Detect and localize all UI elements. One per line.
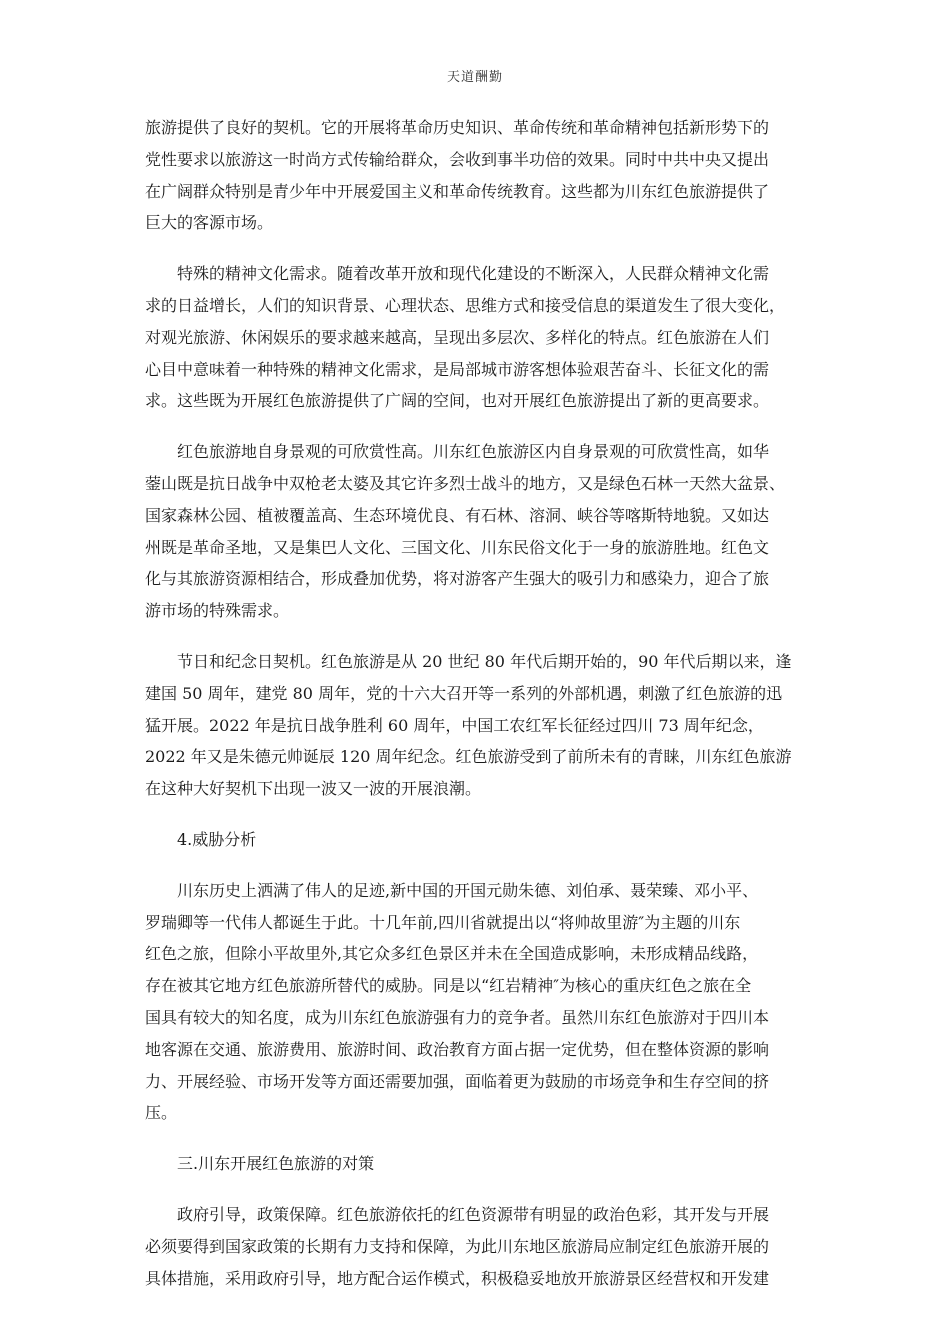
- section-heading: 4.威胁分析: [177, 829, 257, 849]
- text-line: 求。这些既为开展红色旅游提供了广阔的空间，也对开展红色旅游提出了新的更高要求。: [145, 391, 770, 411]
- text-line: 巨大的客源市场。: [145, 213, 274, 233]
- text-line: 国家森林公园、植被覆盖高、生态环境优良、有石林、溶洞、峡谷等喀斯特地貌。又如达: [145, 505, 770, 525]
- text-line: 地客源在交通、旅游费用、旅游时间、政治教育方面占据一定优势，但在整体资源的影响: [145, 1039, 770, 1059]
- text-line: 力、开展经验、市场开发等方面还需要加强，面临着更为鼓励的市场竞争和生存空间的挤: [145, 1071, 770, 1091]
- text-line: 猛开展。2022 年是抗日战争胜利 60 周年，中国工农红军长征经过四川 73 周年纪念，: [145, 715, 764, 735]
- text-line: 节日和纪念日契机。红色旅游是从 20 世纪 80 年代后期开始的，90 年代后期以来，逢: [145, 651, 792, 671]
- text-line: 红色旅游地自身景观的可欣赏性高。川东红色旅游区内自身景观的可欣赏性高，如华: [145, 442, 770, 462]
- text-line: 对观光旅游、休闲娱乐的要求越来越高，呈现出多层次、多样化的特点。红色旅游在人们: [145, 327, 770, 347]
- paragraph: [145, 258, 807, 417]
- text-line: 政府引导，政策保障。红色旅游依托的红色资源带有明显的政治色彩，其开发与开展: [145, 1204, 770, 1224]
- text-line: 旅游提供了良好的契机。它的开展将革命历史知识、革命传统和革命精神包括新形势下的: [145, 118, 770, 137]
- paragraph: [145, 646, 807, 805]
- text-line: 必须要得到国家政策的长期有力支持和保障，为此川东地区旅游局应制定红色旅游开展的: [145, 1236, 770, 1256]
- text-line: 2022 年又是朱德元帅诞辰 120 周年纪念。红色旅游受到了前所未有的青睐，川东红色旅游: [145, 747, 792, 767]
- text-line: 川东历史上洒满了伟人的足迹,新中国的开国元勋朱德、刘伯承、聂荣臻、邓小平、: [145, 880, 759, 900]
- paragraph: [145, 1199, 807, 1294]
- text-line: 在广阔群众特别是青少年中开展爱国主义和革命传统教育。这些都为川东红色旅游提供了: [145, 181, 770, 201]
- text-line: 特殊的精神文化需求。随着改革开放和现代化建设的不断深入，人民群众精神文化需: [145, 264, 770, 284]
- text-line: 建国 50 周年，建党 80 周年，党的十六大召开等一系列的外部机遇，刺激了红色旅游的迅: [145, 683, 783, 703]
- text-line: 红色之旅，但除小平故里外,其它众多红色景区并未在全国造成影响，未形成精品线路，: [145, 944, 759, 964]
- text-line: 在这种大好契机下出现一波又一波的开展浪潮。: [145, 779, 482, 799]
- text-line: 蓥山既是抗日战争中双枪老太婆及其它许多烈士战斗的地方，又是绿色石林一天然大盆景、: [145, 473, 786, 493]
- text-line: 存在被其它地方红色旅游所替代的威胁。同是以“红岩精神″为核心的重庆红色之旅在全: [145, 976, 752, 996]
- text-line: 州既是革命圣地，又是集巴人文化、三国文化、川东民俗文化于一身的旅游胜地。红色文: [145, 537, 770, 557]
- text-line: 游市场的特殊需求。: [145, 601, 290, 621]
- text-line: 化与其旅游资源相结合，形成叠加优势，将对游客产生强大的吸引力和感染力，迎合了旅: [145, 569, 770, 589]
- text-line: 求的日益增长，人们的知识背景、心理状态、思维方式和接受信息的渠道发生了很大变化，: [145, 295, 786, 315]
- text-line: 心目中意味着一种特殊的精神文化需求，是局部城市游客想体验艰苦奋斗、长征文化的需: [145, 359, 770, 379]
- text-line: 压。: [145, 1103, 178, 1123]
- text-line: 具体措施，采用政府引导，地方配合运作模式，积极稳妥地放开旅游景区经营权和开发建: [145, 1268, 770, 1288]
- document-body: [145, 112, 807, 1313]
- section-heading: 三.川东开展红色旅游的对策: [177, 1154, 375, 1174]
- text-line: 罗瑞卿等一代伟人都诞生于此。十几年前,四川省就提出以“将帅故里游″为主题的川东: [145, 912, 741, 932]
- paragraph: [145, 875, 807, 1129]
- text-line: 党性要求以旅游这一时尚方式传输给群众，会收到事半功倍的效果。同时中共中央又提出: [145, 149, 770, 169]
- paragraph: [145, 112, 807, 239]
- text-line: 国具有较大的知名度，成为川东红色旅游强有力的竞争者。虽然川东红色旅游对于四川本: [145, 1007, 770, 1027]
- page-header: 天道酬勤: [446, 70, 503, 85]
- paragraph: [145, 436, 807, 627]
